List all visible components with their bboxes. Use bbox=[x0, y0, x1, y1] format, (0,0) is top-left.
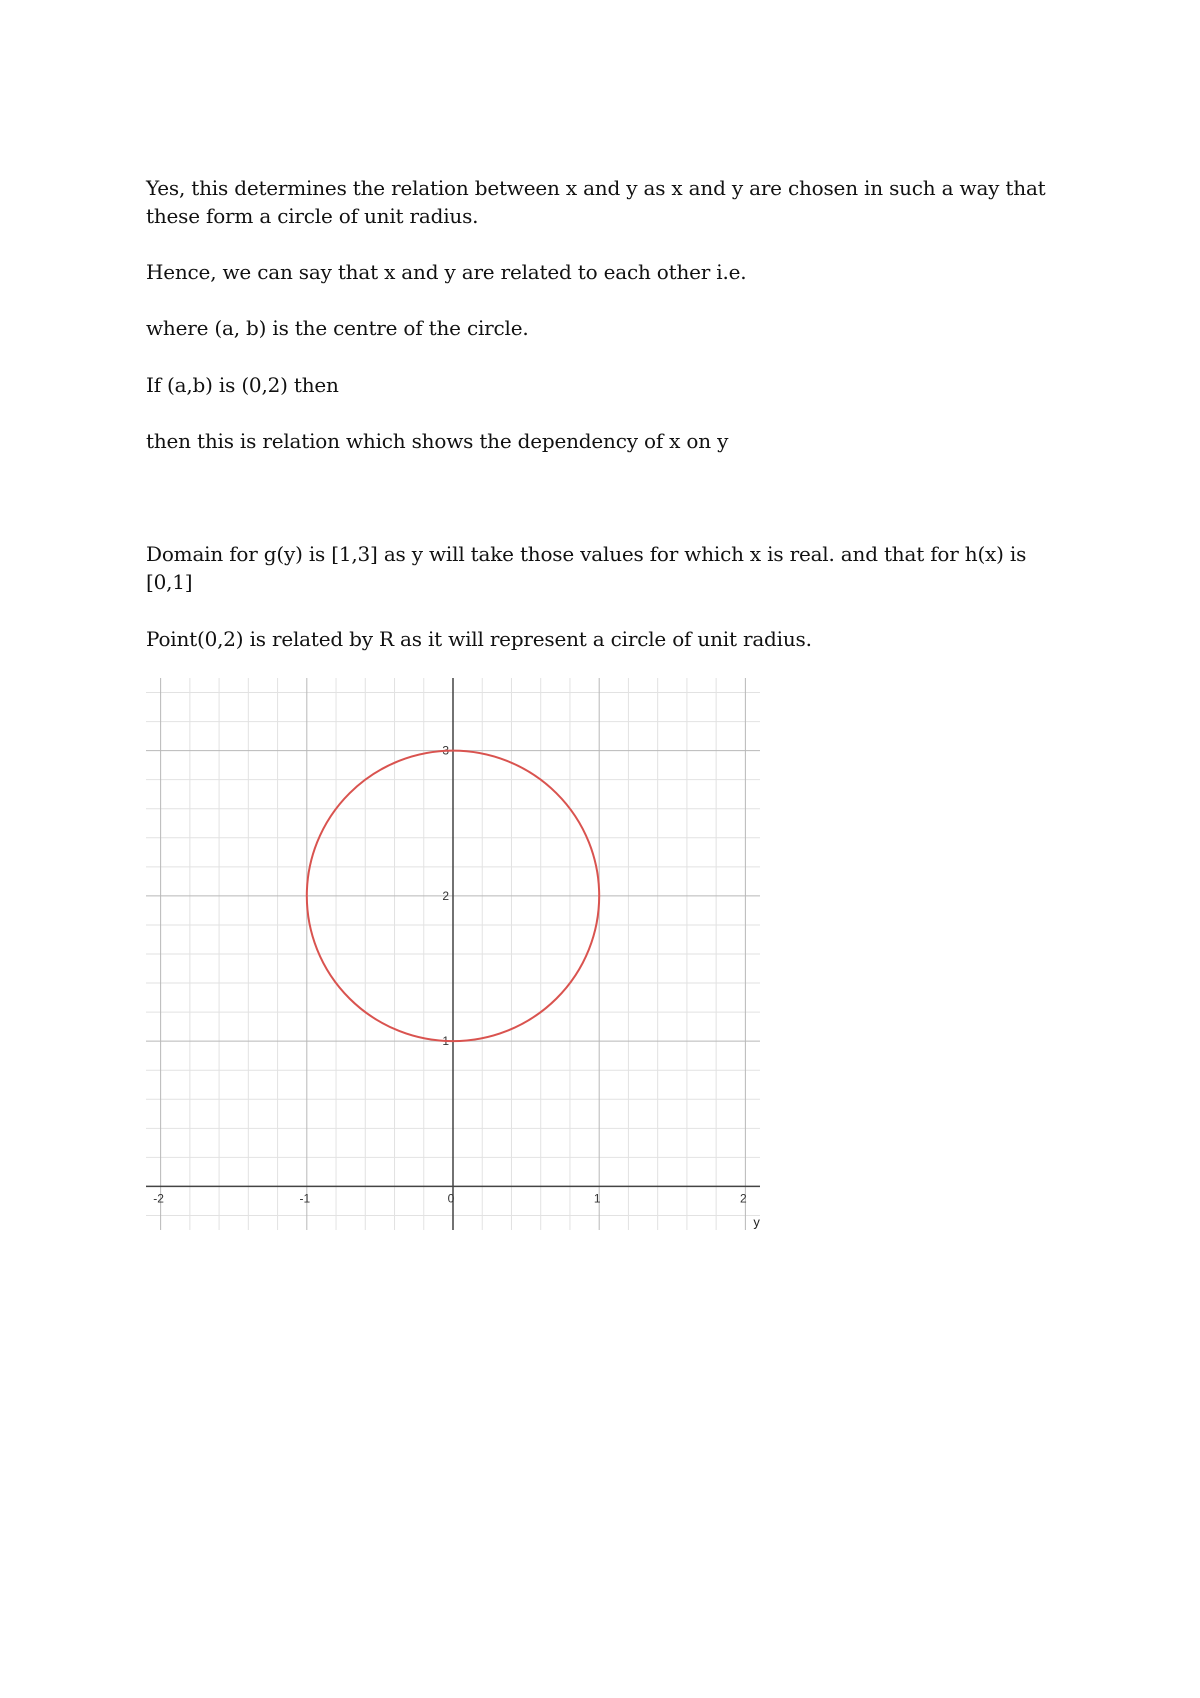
paragraph-point: Point(0,2) is related by R as it will represent a circle of unit radius. bbox=[146, 627, 812, 651]
x-tick-label: -1 bbox=[299, 1191, 311, 1206]
x-tick-label: 2 bbox=[740, 1191, 747, 1206]
paragraph-dependency: then this is relation which shows the dependency of x on y bbox=[146, 429, 729, 453]
y-tick-label: 3 bbox=[442, 743, 449, 758]
paragraph-related: Hence, we can say that x and y are related to each other i.e. bbox=[146, 260, 747, 284]
x-tick-label: 0 bbox=[447, 1191, 455, 1206]
paragraph-centre: where (a, b) is the centre of the circle. bbox=[146, 316, 529, 340]
paragraph-domain: Domain for g(y) is [1,3] as y will take those values for which x is real. and that for h(x) is [0,1] bbox=[146, 542, 1027, 594]
paragraph-if-ab: If (a,b) is (0,2) then bbox=[146, 373, 339, 397]
x-tick-label: 1 bbox=[593, 1191, 601, 1206]
y-tick-label: 1 bbox=[442, 1034, 449, 1049]
circle-graph bbox=[146, 678, 760, 1230]
x-axis-label: y bbox=[753, 1214, 760, 1230]
y-tick-label: 2 bbox=[442, 888, 449, 903]
paragraph-relation: Yes, this determines the relation between x and y as x and y are chosen in such a way that these form a circle of unit radius. bbox=[146, 176, 1046, 228]
x-tick-label: -2 bbox=[153, 1191, 164, 1206]
